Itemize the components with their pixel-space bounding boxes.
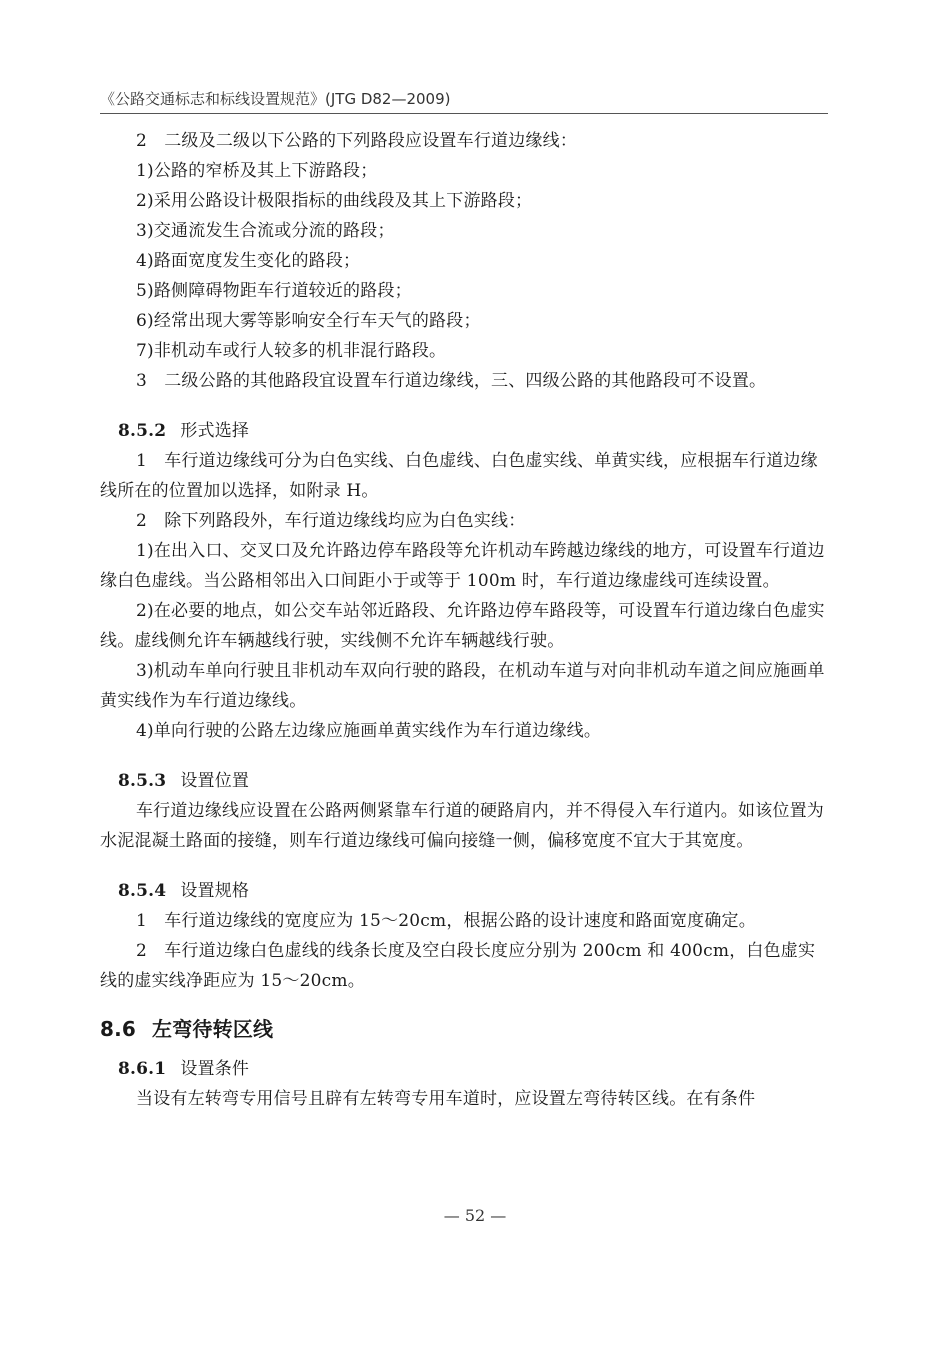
header-rule — [100, 113, 828, 114]
paragraph: 2)采用公路设计极限指标的曲线段及其上下游路段； — [136, 191, 533, 211]
block-gap — [100, 856, 826, 866]
heading-number: 8.6 — [100, 1017, 137, 1041]
paragraph: 1)公路的窄桥及其上下游路段； — [136, 161, 378, 181]
paragraph: 2 车行道边缘白色虚线的线条长度及空白段长度应分别为 200cm 和 400cm，白色虚实线的虚实线净距应为 15～20cm。 — [100, 941, 816, 991]
page-number: — 52 — — [443, 1206, 507, 1225]
paragraph: 2)在必要的地点，如公交车站邻近路段、允许路边停车路段等，可设置车行道边缘白色虚实线。虚线侧允许车辆越线行驶，实线侧不允许车辆越线行驶。 — [100, 601, 825, 651]
heading-text: 设置条件 — [180, 1059, 250, 1079]
heading-number: 8.5.3 — [118, 771, 167, 791]
heading-text: 设置位置 — [180, 771, 250, 791]
page-body — [100, 126, 826, 1114]
heading-text: 设置规格 — [180, 881, 250, 901]
paragraph: 车行道边缘线应设置在公路两侧紧靠车行道的硬路肩内，并不得侵入车行道内。如该位置为水泥混凝土路面的接缝，则车行道边缘线可偏向接缝一侧，偏移宽度不宜大于其宽度。 — [100, 801, 824, 851]
paragraph: 7)非机动车或行人较多的机非混行路段。 — [136, 341, 447, 361]
paragraph: 1 车行道边缘线的宽度应为 15～20cm，根据公路的设计速度和路面宽度确定。 — [136, 911, 756, 931]
running-header: 《公路交通标志和标线设置规范》(JTG D82—2009) — [100, 90, 451, 108]
heading-text: 形式选择 — [180, 421, 250, 441]
paragraph: 5)路侧障碍物距车行道较近的路段； — [136, 281, 412, 301]
paragraph: 1 车行道边缘线可分为白色实线、白色虚线、白色虚实线、单黄实线，应根据车行道边缘线所在的位置加以选择，如附录 H。 — [100, 451, 818, 501]
heading-text: 左弯待转区线 — [152, 1017, 274, 1041]
subsection-heading — [100, 766, 826, 796]
paragraph: 3)机动车单向行驶且非机动车双向行驶的路段，在机动车道与对向非机动车道之间应施画单黄实线作为车行道边缘线。 — [100, 661, 825, 711]
paragraph: 当设有左转弯专用信号且辟有左转弯专用车道时，应设置左弯待转区线。在有条件 — [136, 1089, 756, 1109]
paragraph: 2 二级及二级以下公路的下列路段应设置车行道边缘线： — [136, 131, 578, 151]
heading-number: 8.5.4 — [118, 881, 167, 901]
paragraph: 6)经常出现大雾等影响安全行车天气的路段； — [136, 311, 481, 331]
heading-number: 8.6.1 — [118, 1059, 167, 1079]
subsection-heading — [100, 1054, 826, 1084]
paragraph: 3)交通流发生合流或分流的路段； — [136, 221, 395, 241]
subsection-heading — [100, 876, 826, 906]
block-gap — [100, 746, 826, 756]
section-heading — [100, 1014, 826, 1044]
subsection-heading — [100, 416, 826, 446]
paragraph: 4)单向行驶的公路左边缘应施画单黄实线作为车行道边缘线。 — [136, 721, 602, 741]
paragraph: 4)路面宽度发生变化的路段； — [136, 251, 361, 271]
paragraph: 2 除下列路段外，车行道边缘线均应为白色实线： — [136, 511, 526, 531]
paragraph: 3 二级公路的其他路段宜设置车行道边缘线，三、四级公路的其他路段可不设置。 — [136, 371, 767, 391]
paragraph: 1)在出入口、交叉口及允许路边停车路段等允许机动车跨越边缘线的地方，可设置车行道边缘白色虚线。当公路相邻出入口间距小于或等于 100m 时，车行道边缘虚线可连续设置。 — [100, 541, 825, 591]
block-gap — [100, 396, 826, 406]
heading-number: 8.5.2 — [118, 421, 167, 441]
